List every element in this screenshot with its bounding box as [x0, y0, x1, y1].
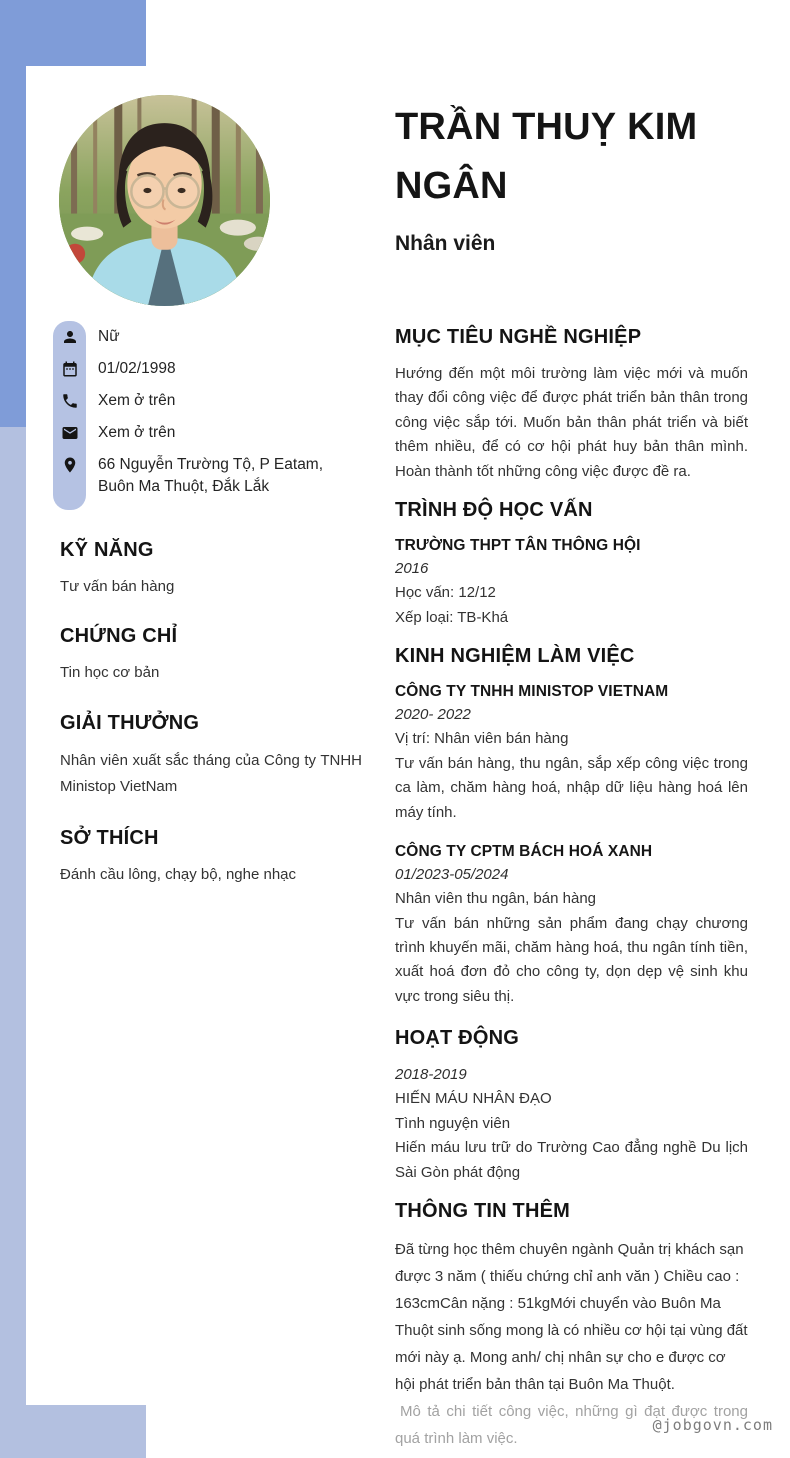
contact-row-address	[60, 454, 362, 498]
job-description: Tư vấn bán những sản phẩm đang chạy chương trình khuyến mãi, chăm hàng hoá, thu ngân tính tiền, xuất hoá đơn đỏ cho công ty, dọn dẹp vệ sinh khu vực trong siêu thị.	[395, 914, 748, 1005]
address-value: 66 Nguyễn Trường Tộ, P Eatam, Buôn Ma Thuột, Đắk Lắk	[98, 456, 324, 495]
more-info-heading: THÔNG TIN THÊM	[395, 1200, 571, 1223]
job-role: Vị trí: Nhân viên bán hàng	[395, 730, 569, 748]
profile-photo-illustration	[59, 95, 270, 306]
contact-info	[60, 326, 362, 512]
more-info-placeholder: Mô tả chi tiết công việc, những gì đạt được trong quá trình làm việc.	[395, 1403, 748, 1448]
objective-body: Hướng đến một môi trường làm việc mới và muốn thay đổi công việc để được phát triển bản thân trong công việc sắp tới. Muốn bản thân phát triển và biết thêm nhiều, để có cơ hội phát huy bản thân mình. Hoàn thành tốt những công việc được đề ra.	[395, 365, 748, 480]
calendar-icon	[53, 358, 86, 380]
header	[395, 98, 755, 256]
job-company: CÔNG TY CPTM BÁCH HOÁ XANH	[395, 843, 653, 860]
right-column	[395, 324, 748, 1458]
section-activities	[395, 1025, 748, 1185]
activity-description: Hiến máu lưu trữ do Trường Cao đẳng nghề Du lịch Sài Gòn phát động	[395, 1139, 748, 1181]
gender-value: Nữ	[98, 328, 120, 345]
candidate-job-title: Nhân viên	[395, 231, 496, 255]
interests-body: Đánh cầu lông, chạy bộ, nghe nhạc	[60, 866, 297, 883]
birthdate-value: 01/02/1998	[98, 360, 176, 377]
phone-value: Xem ở trên	[98, 392, 176, 409]
contact-row-email	[60, 422, 362, 444]
section-awards	[60, 710, 362, 801]
education-detail: Học vấn: 12/12	[395, 584, 496, 602]
education-school: TRƯỜNG THPT TÂN THÔNG HỘI	[395, 537, 641, 555]
bottom-left-accent-block	[0, 1405, 146, 1458]
education-period: 2016	[395, 560, 429, 578]
awards-body: Nhân viên xuất sắc tháng của Công ty TNHH Ministop VietNam	[60, 751, 362, 795]
top-left-accent-block	[0, 0, 146, 66]
job-role: Nhân viên thu ngân, bán hàng	[395, 890, 596, 907]
certificates-heading: CHỨNG CHỈ	[60, 625, 178, 648]
section-more-info	[395, 1198, 748, 1452]
job-company: CÔNG TY TNHH MINISTOP VIETNAM	[395, 683, 669, 701]
section-skills	[60, 537, 362, 598]
activity-role: Tình nguyện viên	[395, 1114, 511, 1132]
certificates-body: Tin học cơ bản	[60, 664, 160, 682]
education-detail: Xếp loại: TB-Khá	[395, 608, 509, 626]
experience-entry	[395, 841, 748, 1009]
section-interests	[60, 825, 362, 886]
more-info-body: Đã từng học thêm chuyên ngành Quản trị khách sạn được 3 năm ( thiếu chứng chỉ anh văn ) Chiều cao : 163cmCân nặng : 51kgMới chuyển vào Buôn Ma Thuột sinh sống mong là có nhiều cơ hội tại vùng đất mới này ạ. Mong anh/ chị nhân sự cho e được cơ hội phát triển bản thân tại Buôn Ma Thuột.	[395, 1241, 748, 1394]
awards-heading: GIẢI THƯỞNG	[60, 711, 200, 734]
education-heading: TRÌNH ĐỘ HỌC VẤN	[395, 499, 593, 522]
job-period: 01/2023-05/2024	[395, 866, 509, 883]
section-experience	[395, 643, 748, 1009]
left-column	[60, 326, 362, 886]
contact-row-birthdate	[60, 358, 362, 380]
skills-heading: KỸ NĂNG	[60, 539, 154, 561]
interests-heading: SỞ THÍCH	[60, 827, 159, 849]
section-objective	[395, 324, 748, 484]
experience-heading: KINH NGHIỆM LÀM VIỆC	[395, 645, 635, 668]
skills-body: Tư vấn bán hàng	[60, 578, 175, 595]
job-period: 2020- 2022	[395, 706, 471, 724]
phone-icon	[53, 390, 86, 412]
section-certificates	[60, 623, 362, 684]
experience-entry	[395, 681, 748, 825]
location-icon	[53, 454, 86, 498]
email-icon	[53, 422, 86, 444]
profile-photo	[59, 95, 270, 306]
contact-row-phone	[60, 390, 362, 412]
site-watermark: @jobgovn.com	[652, 1416, 773, 1434]
contact-row-gender	[60, 326, 362, 348]
email-value: Xem ở trên	[98, 424, 176, 441]
activities-heading: HOẠT ĐỘNG	[395, 1027, 520, 1050]
section-education	[395, 497, 748, 630]
job-description: Tư vấn bán hàng, thu ngân, sắp xếp công việc trong ca làm, chăm hàng hoá, nhập dữ liệu hàng hoá lên máy tính.	[395, 754, 748, 821]
activity-period: 2018-2019	[395, 1066, 467, 1084]
objective-heading: MỤC TIÊU NGHỀ NGHIỆP	[395, 326, 642, 348]
candidate-name: TRẦN THUỴ KIM NGÂN	[395, 106, 698, 207]
person-icon	[53, 326, 86, 348]
activity-organization: HIẾN MÁU NHÂN ĐẠO	[395, 1090, 552, 1108]
